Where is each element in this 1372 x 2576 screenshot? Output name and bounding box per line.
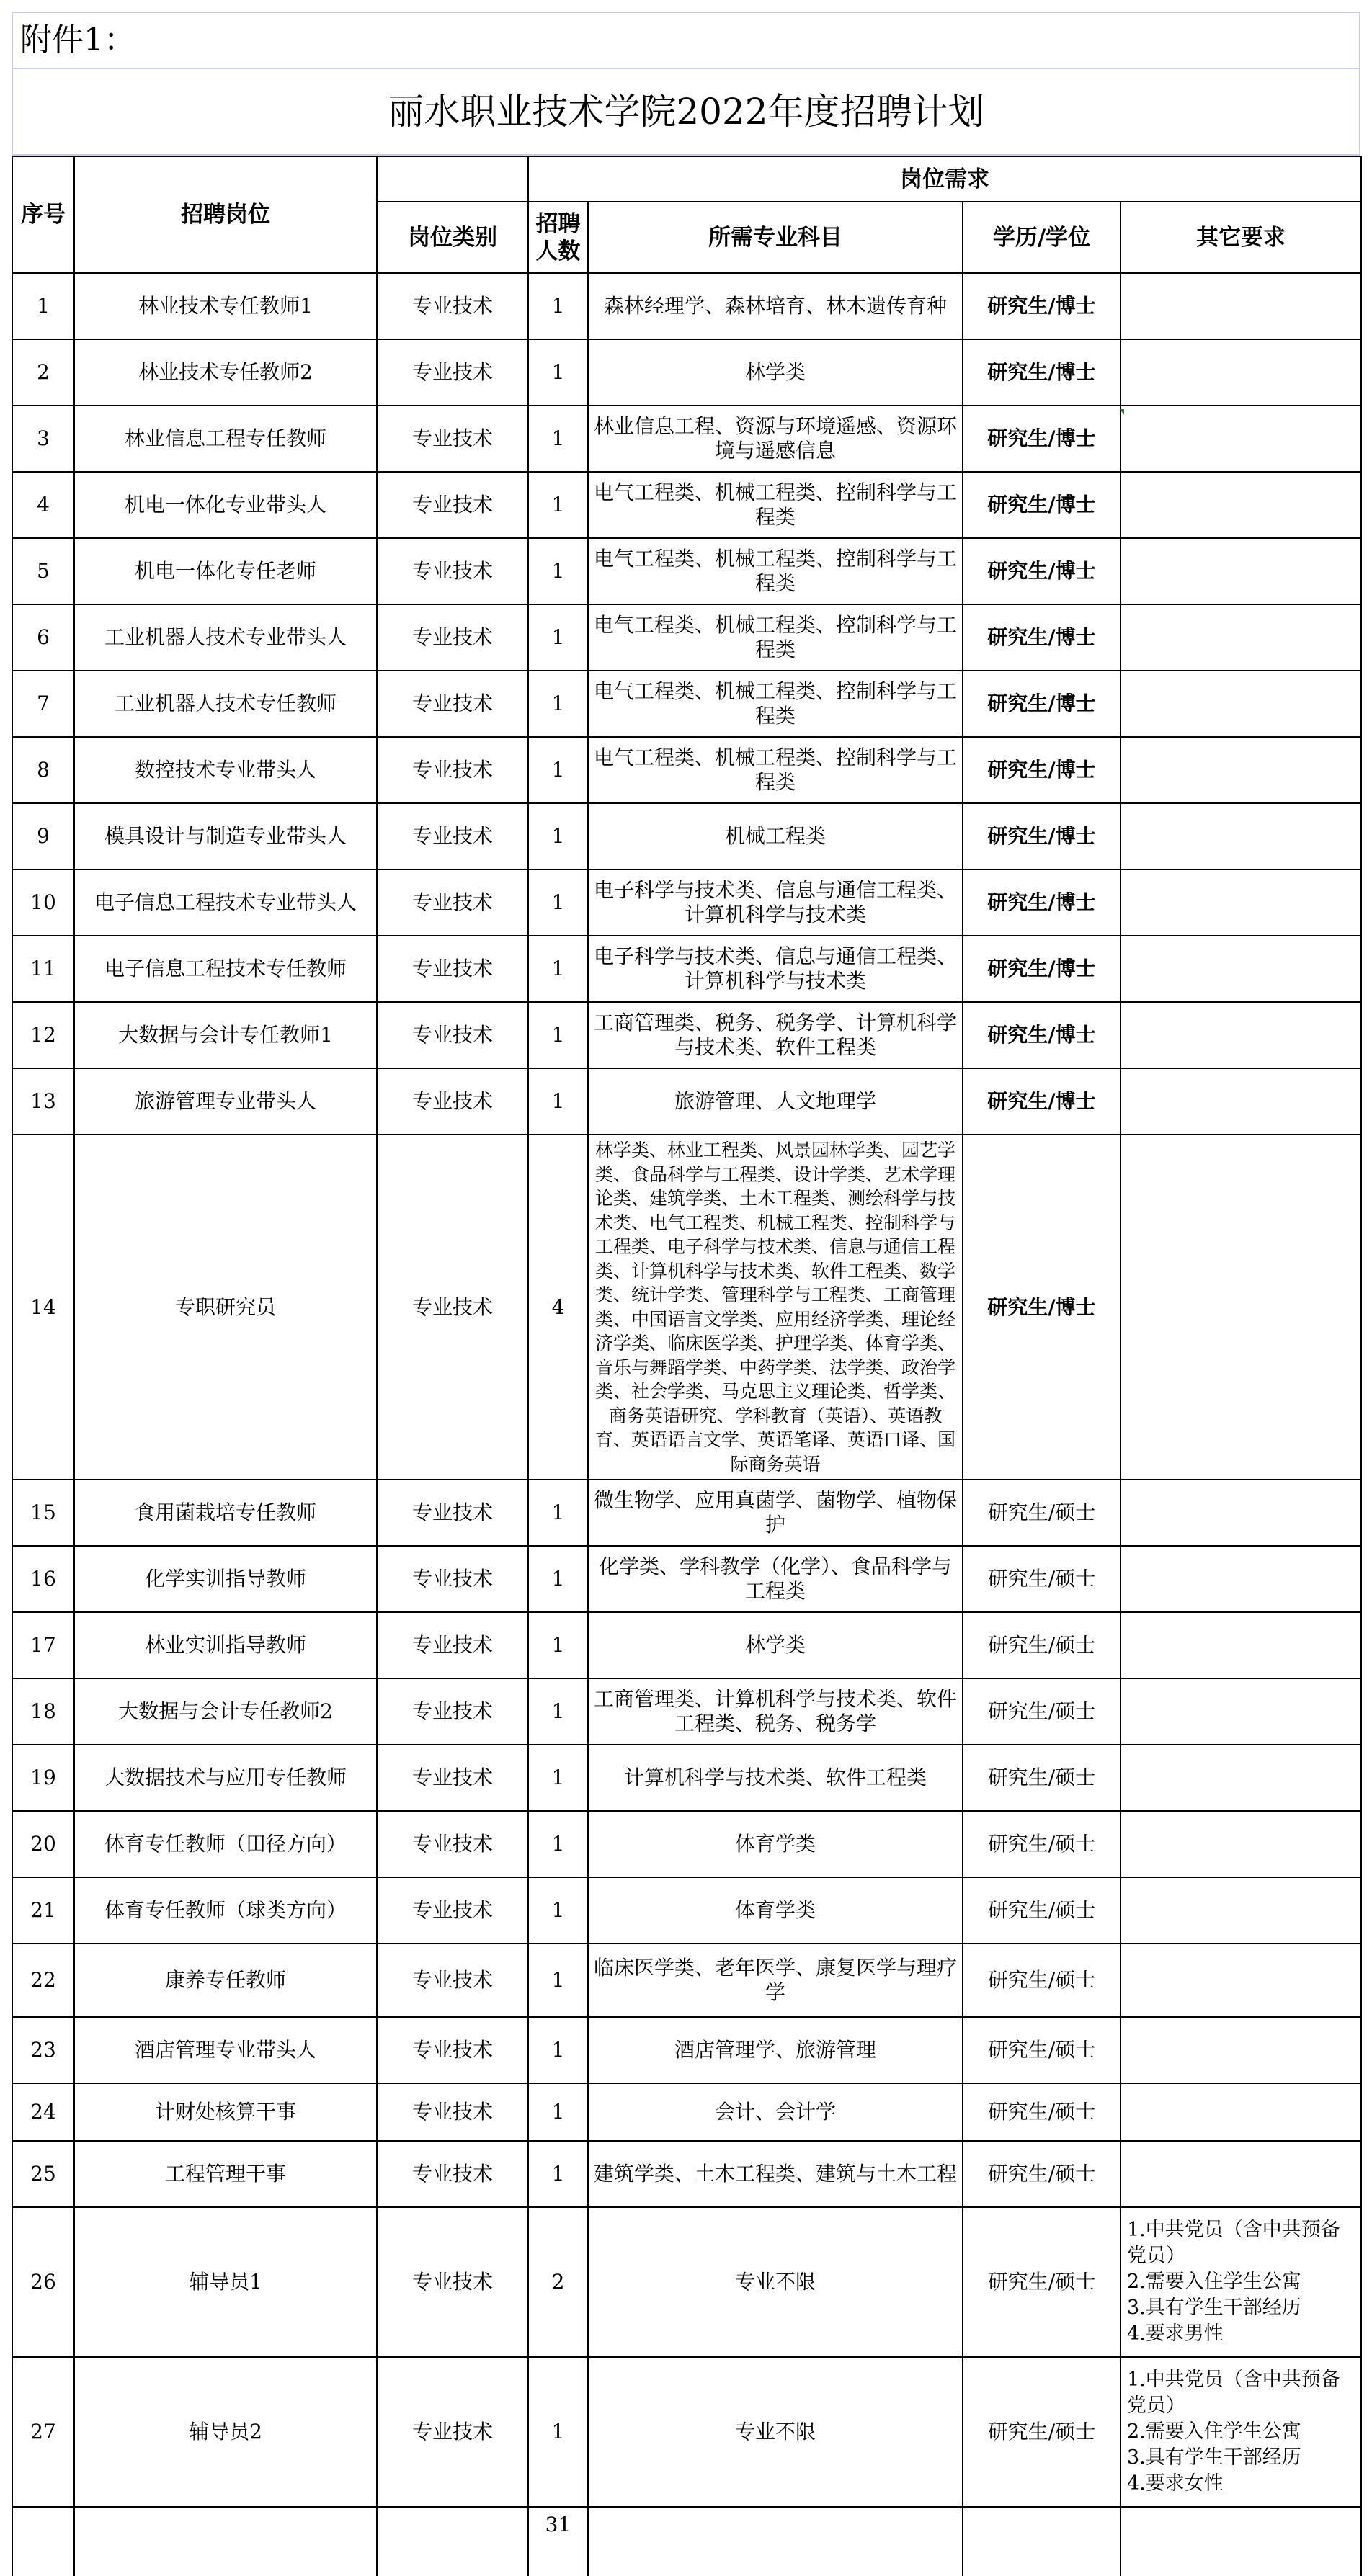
cell-education: 研究生/硕士 <box>963 2017 1121 2083</box>
cell-seq: 13 <box>12 1068 74 1135</box>
cell-other <box>1121 406 1361 472</box>
cell-post: 林业技术专任教师1 <box>74 273 377 339</box>
cell-other <box>1121 869 1361 936</box>
cell-major: 专业不限 <box>588 2357 963 2507</box>
table-row <box>12 1877 1361 1944</box>
total-empty-cell <box>377 2507 528 2576</box>
other-requirement-line: 2.需要入住学生公寓 <box>1127 2420 1301 2443</box>
cell-category: 专业技术 <box>377 2207 528 2357</box>
cell-other <box>1121 2017 1361 2083</box>
cell-seq: 9 <box>12 803 74 869</box>
cell-comment-marker <box>1120 409 1124 415</box>
other-requirement-line: 3.具有学生干部经历 <box>1127 2297 1301 2319</box>
cell-major: 电气工程类、机械工程类、控制科学与工程类 <box>588 604 963 671</box>
cell-education: 研究生/硕士 <box>963 2141 1121 2207</box>
cell-post: 体育专任教师（田径方向） <box>74 1811 377 1877</box>
cell-count: 1 <box>528 869 588 936</box>
cell-count: 1 <box>528 2357 588 2507</box>
total-empty-cell <box>588 2507 963 2576</box>
cell-count: 1 <box>528 936 588 1002</box>
cell-count: 1 <box>528 1678 588 1745</box>
cell-major: 微生物学、应用真菌学、菌物学、植物保护 <box>588 1480 963 1546</box>
table-row <box>12 538 1361 604</box>
header-major: 所需专业科目 <box>588 202 963 273</box>
cell-seq: 18 <box>12 1678 74 1745</box>
cell-seq: 12 <box>12 1002 74 1068</box>
cell-seq: 11 <box>12 936 74 1002</box>
cell-education: 研究生/博士 <box>963 1068 1121 1135</box>
cell-other <box>1121 538 1361 604</box>
cell-major: 电气工程类、机械工程类、控制科学与工程类 <box>588 737 963 803</box>
cell-major: 电气工程类、机械工程类、控制科学与工程类 <box>588 671 963 737</box>
total-row <box>12 2507 1361 2576</box>
cell-count: 1 <box>528 737 588 803</box>
cell-category: 专业技术 <box>377 1002 528 1068</box>
cell-major: 电子科学与技术类、信息与通信工程类、计算机科学与技术类 <box>588 936 963 1002</box>
cell-seq: 25 <box>12 2141 74 2207</box>
cell-education: 研究生/博士 <box>963 406 1121 472</box>
cell-category: 专业技术 <box>377 1811 528 1877</box>
cell-category: 专业技术 <box>377 671 528 737</box>
table-row <box>12 1678 1361 1745</box>
cell-seq: 10 <box>12 869 74 936</box>
cell-major: 工商管理类、税务、税务学、计算机科学与技术类、软件工程类 <box>588 1002 963 1068</box>
cell-post: 体育专任教师（球类方向） <box>74 1877 377 1944</box>
cell-major: 会计、会计学 <box>588 2083 963 2141</box>
cell-post: 工业机器人技术专任教师 <box>74 671 377 737</box>
cell-education: 研究生/硕士 <box>963 1811 1121 1877</box>
cell-category: 专业技术 <box>377 2141 528 2207</box>
cell-post: 大数据与会计专任教师2 <box>74 1678 377 1745</box>
total-count: 31 <box>528 2507 588 2576</box>
table-row <box>12 737 1361 803</box>
cell-post: 工业机器人技术专业带头人 <box>74 604 377 671</box>
cell-seq: 8 <box>12 737 74 803</box>
cell-education: 研究生/硕士 <box>963 2357 1121 2507</box>
cell-count: 1 <box>528 1877 588 1944</box>
cell-other <box>1121 604 1361 671</box>
cell-education: 研究生/硕士 <box>963 1944 1121 2017</box>
cell-other <box>1121 1877 1361 1944</box>
cell-post: 食用菌栽培专任教师 <box>74 1480 377 1546</box>
cell-other <box>1121 339 1361 406</box>
cell-seq: 15 <box>12 1480 74 1546</box>
cell-count: 1 <box>528 1944 588 2017</box>
table-row <box>12 2017 1361 2083</box>
cell-category: 专业技术 <box>377 1546 528 1612</box>
cell-education: 研究生/硕士 <box>963 1612 1121 1678</box>
cell-other <box>1121 1745 1361 1811</box>
table-row <box>12 1944 1361 2017</box>
cell-major: 林学类、林业工程类、风景园林学类、园艺学类、食品科学与工程类、设计学类、艺术学理论类、建筑学类、土木工程类、测绘科学与技术类、电气工程类、机械工程类、控制科学与工程类、电子科学与技术类、信息与通信工程类、计算机科学与技术类、软件工程类、数学类、统计学类、管理科学与工程类、工商管理类、中国语言文学类、应用经济学类、理论经济学类、临床医学类、护理学类、体育学类、音乐与舞蹈学类、中药学类、法学类、政治学类、社会学类、马克思主义理论类、哲学类、商务英语研究、学科教育（英语）、英语教育、英语语言文学、英语笔译、英语口译、国际商务英语 <box>588 1135 963 1480</box>
table-row <box>12 1546 1361 1612</box>
other-requirement-line: 4.要求女性 <box>1127 2472 1224 2495</box>
cell-other <box>1121 671 1361 737</box>
cell-post: 大数据技术与应用专任教师 <box>74 1745 377 1811</box>
cell-category: 专业技术 <box>377 1068 528 1135</box>
cell-category: 专业技术 <box>377 472 528 538</box>
cell-count: 1 <box>528 1546 588 1612</box>
cell-major: 旅游管理、人文地理学 <box>588 1068 963 1135</box>
cell-post: 林业实训指导教师 <box>74 1612 377 1678</box>
cell-post: 辅导员1 <box>74 2207 377 2357</box>
total-empty-cell <box>74 2507 377 2576</box>
page-title: 丽水职业技术学院2022年度招聘计划 <box>12 68 1360 156</box>
cell-post: 模具设计与制造专业带头人 <box>74 803 377 869</box>
cell-count: 1 <box>528 803 588 869</box>
table-row <box>12 472 1361 538</box>
total-empty-cell <box>1121 2507 1361 2576</box>
cell-major: 电气工程类、机械工程类、控制科学与工程类 <box>588 538 963 604</box>
cell-other <box>1121 936 1361 1002</box>
cell-count: 1 <box>528 406 588 472</box>
cell-post: 林业技术专任教师2 <box>74 339 377 406</box>
cell-education: 研究生/博士 <box>963 1002 1121 1068</box>
cell-category: 专业技术 <box>377 604 528 671</box>
table-row <box>12 2141 1361 2207</box>
table-row <box>12 1480 1361 1546</box>
cell-category: 专业技术 <box>377 339 528 406</box>
cell-category: 专业技术 <box>377 538 528 604</box>
header-education: 学历/学位 <box>963 202 1121 273</box>
cell-count: 4 <box>528 1135 588 1480</box>
other-requirement-line: 1.中共党员（含中共预备党员） <box>1127 2369 1340 2417</box>
other-requirement-line: 4.要求男性 <box>1127 2322 1224 2345</box>
table-row <box>12 936 1361 1002</box>
spreadsheet <box>12 12 1360 2576</box>
table-row <box>12 1811 1361 1877</box>
cell-category: 专业技术 <box>377 2017 528 2083</box>
other-requirement-line: 1.中共党员（含中共预备党员） <box>1127 2219 1340 2267</box>
cell-seq: 17 <box>12 1612 74 1678</box>
cell-category: 专业技术 <box>377 1612 528 1678</box>
cell-education: 研究生/博士 <box>963 671 1121 737</box>
cell-education: 研究生/硕士 <box>963 2083 1121 2141</box>
cell-category: 专业技术 <box>377 737 528 803</box>
cell-education: 研究生/博士 <box>963 472 1121 538</box>
cell-major: 酒店管理学、旅游管理 <box>588 2017 963 2083</box>
cell-category: 专业技术 <box>377 1877 528 1944</box>
cell-other <box>1121 2141 1361 2207</box>
table-row <box>12 803 1361 869</box>
cell-category: 专业技术 <box>377 803 528 869</box>
attachment-label: 附件1： <box>12 12 1360 68</box>
cell-post: 电子信息工程技术专业带头人 <box>74 869 377 936</box>
table-row <box>12 339 1361 406</box>
cell-count: 2 <box>528 2207 588 2357</box>
cell-seq: 5 <box>12 538 74 604</box>
cell-post: 专职研究员 <box>74 1135 377 1480</box>
table-row <box>12 671 1361 737</box>
header-blank <box>377 156 528 202</box>
cell-seq: 20 <box>12 1811 74 1877</box>
cell-post: 辅导员2 <box>74 2357 377 2507</box>
cell-other <box>1121 2207 1361 2357</box>
cell-seq: 2 <box>12 339 74 406</box>
cell-major: 电子科学与技术类、信息与通信工程类、计算机科学与技术类 <box>588 869 963 936</box>
cell-education: 研究生/博士 <box>963 538 1121 604</box>
cell-major: 体育学类 <box>588 1811 963 1877</box>
other-requirement-line: 2.需要入住学生公寓 <box>1127 2271 1301 2293</box>
cell-other <box>1121 1135 1361 1480</box>
table-row <box>12 1745 1361 1811</box>
cell-post: 林业信息工程专任教师 <box>74 406 377 472</box>
cell-count: 1 <box>528 1745 588 1811</box>
cell-major: 林学类 <box>588 339 963 406</box>
total-empty-cell <box>963 2507 1121 2576</box>
cell-other <box>1121 1002 1361 1068</box>
cell-count: 1 <box>528 1068 588 1135</box>
cell-education: 研究生/博士 <box>963 869 1121 936</box>
cell-count: 1 <box>528 1811 588 1877</box>
cell-category: 专业技术 <box>377 869 528 936</box>
header-category: 岗位类别 <box>377 202 528 273</box>
cell-count: 1 <box>528 339 588 406</box>
cell-other <box>1121 1612 1361 1678</box>
cell-count: 1 <box>528 472 588 538</box>
cell-education: 研究生/硕士 <box>963 1745 1121 1811</box>
table-row <box>12 2083 1361 2141</box>
cell-category: 专业技术 <box>377 2083 528 2141</box>
recruitment-table <box>12 156 1362 2576</box>
cell-major: 临床医学类、老年医学、康复医学与理疗学 <box>588 1944 963 2017</box>
cell-education: 研究生/硕士 <box>963 1877 1121 1944</box>
cell-post: 计财处核算干事 <box>74 2083 377 2141</box>
cell-education: 研究生/硕士 <box>963 1678 1121 1745</box>
table-row <box>12 1135 1361 1480</box>
cell-other <box>1121 1068 1361 1135</box>
cell-seq: 27 <box>12 2357 74 2507</box>
cell-seq: 14 <box>12 1135 74 1480</box>
table-row <box>12 2207 1361 2357</box>
cell-category: 专业技术 <box>377 1944 528 2017</box>
cell-category: 专业技术 <box>377 1678 528 1745</box>
cell-education: 研究生/硕士 <box>963 1480 1121 1546</box>
header-seq: 序号 <box>12 156 74 273</box>
cell-category: 专业技术 <box>377 406 528 472</box>
table-row <box>12 1068 1361 1135</box>
cell-education: 研究生/博士 <box>963 1135 1121 1480</box>
cell-post: 电子信息工程技术专任教师 <box>74 936 377 1002</box>
cell-education: 研究生/博士 <box>963 604 1121 671</box>
cell-count: 1 <box>528 1480 588 1546</box>
cell-seq: 4 <box>12 472 74 538</box>
table-row <box>12 1002 1361 1068</box>
cell-count: 1 <box>528 2017 588 2083</box>
cell-category: 专业技术 <box>377 273 528 339</box>
cell-category: 专业技术 <box>377 1745 528 1811</box>
cell-major: 建筑学类、土木工程类、建筑与土木工程 <box>588 2141 963 2207</box>
header-other: 其它要求 <box>1121 202 1361 273</box>
cell-education: 研究生/硕士 <box>963 2207 1121 2357</box>
cell-major: 林业信息工程、资源与环境遥感、资源环境与遥感信息 <box>588 406 963 472</box>
cell-category: 专业技术 <box>377 1135 528 1480</box>
table-row <box>12 2357 1361 2507</box>
cell-category: 专业技术 <box>377 936 528 1002</box>
cell-count: 1 <box>528 604 588 671</box>
cell-education: 研究生/博士 <box>963 273 1121 339</box>
table-row <box>12 604 1361 671</box>
cell-major: 机械工程类 <box>588 803 963 869</box>
cell-count: 1 <box>528 538 588 604</box>
cell-seq: 3 <box>12 406 74 472</box>
cell-category: 专业技术 <box>377 1480 528 1546</box>
cell-count: 1 <box>528 1612 588 1678</box>
cell-other <box>1121 1480 1361 1546</box>
cell-seq: 23 <box>12 2017 74 2083</box>
cell-major: 森林经理学、森林培育、林木遗传育种 <box>588 273 963 339</box>
cell-major: 专业不限 <box>588 2207 963 2357</box>
cell-major: 工商管理类、计算机科学与技术类、软件工程类、税务、税务学 <box>588 1678 963 1745</box>
cell-post: 旅游管理专业带头人 <box>74 1068 377 1135</box>
cell-education: 研究生/博士 <box>963 936 1121 1002</box>
total-empty-cell <box>12 2507 74 2576</box>
cell-post: 数控技术专业带头人 <box>74 737 377 803</box>
cell-major: 体育学类 <box>588 1877 963 1944</box>
cell-education: 研究生/博士 <box>963 737 1121 803</box>
cell-seq: 1 <box>12 273 74 339</box>
cell-other <box>1121 803 1361 869</box>
cell-seq: 24 <box>12 2083 74 2141</box>
header-group: 岗位需求 <box>528 156 1361 202</box>
cell-other <box>1121 737 1361 803</box>
cell-major: 林学类 <box>588 1612 963 1678</box>
cell-count: 1 <box>528 671 588 737</box>
cell-major: 化学类、学科教学（化学）、食品科学与工程类 <box>588 1546 963 1612</box>
cell-other <box>1121 273 1361 339</box>
cell-seq: 7 <box>12 671 74 737</box>
cell-other <box>1121 1678 1361 1745</box>
cell-education: 研究生/博士 <box>963 803 1121 869</box>
cell-count: 1 <box>528 2083 588 2141</box>
cell-count: 1 <box>528 1002 588 1068</box>
table-row <box>12 273 1361 339</box>
cell-education: 研究生/博士 <box>963 339 1121 406</box>
cell-seq: 22 <box>12 1944 74 2017</box>
cell-post: 酒店管理专业带头人 <box>74 2017 377 2083</box>
cell-other <box>1121 2357 1361 2507</box>
cell-other <box>1121 472 1361 538</box>
table-row <box>12 1612 1361 1678</box>
cell-major: 电气工程类、机械工程类、控制科学与工程类 <box>588 472 963 538</box>
header-post: 招聘岗位 <box>74 156 377 273</box>
other-requirement-line: 3.具有学生干部经历 <box>1127 2446 1301 2469</box>
cell-other <box>1121 1944 1361 2017</box>
table-row <box>12 869 1361 936</box>
cell-seq: 19 <box>12 1745 74 1811</box>
cell-post: 化学实训指导教师 <box>74 1546 377 1612</box>
cell-major: 计算机科学与技术类、软件工程类 <box>588 1745 963 1811</box>
cell-post: 机电一体化专任老师 <box>74 538 377 604</box>
cell-seq: 26 <box>12 2207 74 2357</box>
cell-other <box>1121 1546 1361 1612</box>
cell-category: 专业技术 <box>377 2357 528 2507</box>
cell-other <box>1121 1811 1361 1877</box>
cell-seq: 16 <box>12 1546 74 1612</box>
cell-other <box>1121 2083 1361 2141</box>
cell-seq: 6 <box>12 604 74 671</box>
cell-education: 研究生/硕士 <box>963 1546 1121 1612</box>
cell-seq: 21 <box>12 1877 74 1944</box>
cell-count: 1 <box>528 273 588 339</box>
cell-post: 机电一体化专业带头人 <box>74 472 377 538</box>
table-row <box>12 406 1361 472</box>
cell-post: 康养专任教师 <box>74 1944 377 2017</box>
cell-post: 大数据与会计专任教师1 <box>74 1002 377 1068</box>
cell-post: 工程管理干事 <box>74 2141 377 2207</box>
cell-count: 1 <box>528 2141 588 2207</box>
header-count: 招聘人数 <box>528 202 588 273</box>
